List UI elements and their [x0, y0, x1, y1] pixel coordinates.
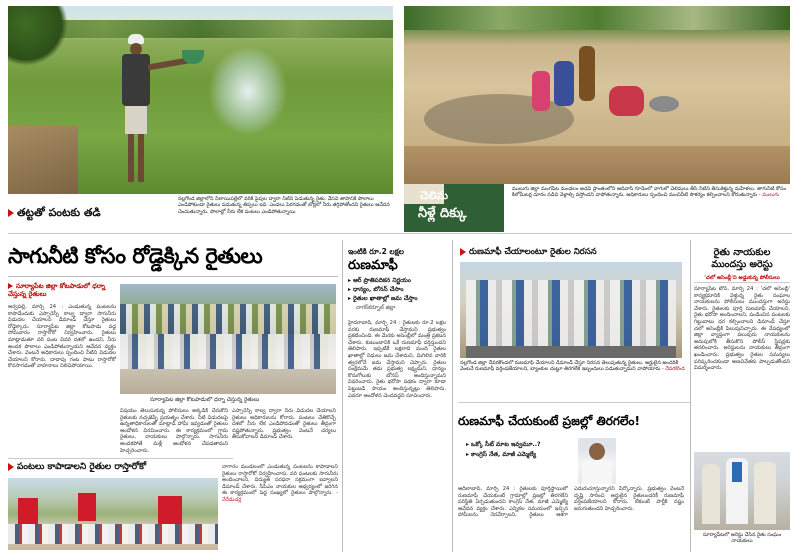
loan-protest-photo	[460, 262, 682, 358]
top-right-caption: ములుగు జిల్లా మంగపేట మండలం అడవి ప్రాంతంలోని ఆదివాసీ గూడెంలో వాగులో చెలిమలు తీసి నీటిని తీసుకెళ్తున్న మహిళలు. తాగునీటి కోసం కిలోమీటర్ల దూరం నడిచి వెళ్లాల్సి వస్తోందని వాపోతున్నారు. అధికారులు స్పందించి మంచినీటి సౌకర్యం కల్పించాలని కోరుతున్నారు - ములుగు	[512, 186, 787, 199]
second-headline: పంటలు కాపాడాలని రైతుల రాస్తారోకో	[8, 462, 146, 474]
top-left-caption: నల్లగొండ జిల్లాలోని నీలాయిపల్లెలో వరికి పైపుల ద్వారా నీటిని పెడుతున్న రైతు. వేసవి తాపానికి పొలాలు ఎండిపోకుండా రైతులు పడుతున్న తిప్పలు ఇవి. ఎండలు పెరగడంతో బోర్లలో నీరు తగ్గిపోతోందని రైతులు ఆవేదన చెందుతున్నారు. పొలాల్లో నీరు లేక పంటలు ఎండిపోతున్నాయి	[178, 196, 390, 215]
tag-line2: నీళ్లే దిక్కు	[418, 206, 467, 221]
farmer-irrigating-photo	[8, 6, 393, 194]
main-body-3: ఎస్సారెస్పీ కాల్వ ద్వారా నీరు విడుదల చేయాలని రైతులు అధికారులను కోరారు. పంటలు చేతికొచ్చే దశలో నీరు లేక ఎండిపోవడంతో రైతులు తీవ్రంగా నష్టపోతున్నారు. ప్రభుత్వం వెంటనే చర్యలు తీసుకోవాలని డిమాండ్ చేశారు.	[232, 408, 336, 441]
loan-waiver-kicker: ఇంటికి రూ.2 లక్షల	[348, 247, 404, 256]
protest-headline-2: రుణమాఫీ చేయకుంటే ప్రజల్లో తిరగలేం!	[458, 414, 640, 428]
loan-waiver-byline: నాగర్‌కర్నూల్ జిల్లా	[356, 305, 396, 311]
loan-bullet-2: ▸ ధాన్యం, బోనస్ చేసాం	[348, 286, 404, 293]
loan-waiver-headline: రుణమాఫీ	[348, 258, 398, 273]
protest-bullets	[466, 440, 576, 460]
dharna-photo-caption: సూర్యాపేట జిల్లా కోటపాడులో ధర్నా చేస్తున్న రైతులు	[150, 397, 260, 403]
arrested-photo-caption: సూర్యాపేటలో అరెస్టు చేసిన రైతు సంఘం నాయకులు	[702, 532, 782, 545]
tag-line1: చెలిమ	[420, 189, 449, 202]
loan-bullet-1: ▸ ఆర్ ప్రాతిపదికన నిర్ణయం	[348, 277, 411, 284]
loan-bullet-3: ▸ రైతుల ఖాతాల్లో జమ చేస్తాం	[348, 295, 418, 302]
main-body-1: అర్వపల్లి, మార్చి 24 : ఎండుతున్న పంటలను కాపాడేందుకు ఎస్సారెస్పీ కాల్వ ద్వారా సాగునీరు విడుదల చేయాలని డిమాండ్ చేస్తూ రైతులు రోడ్డెక్కారు. సూర్యాపేట జిల్లా కోటపాడు వద్ద సోమవారం రాస్తారోకో నిర్వహించారు. రైతులు మాట్లాడుతూ వరి పంట చివరి దశలో ఉందని, నీరు అందక పొలాలు ఎండిపోతున్నాయని ఆవేదన వ్యక్తం చేశారు. వెంటనే అధికారులు స్పందించి నీటిని విడుదల చేయాలని కోరారు. దాదాపు గంట పాటు రాస్తారోకో కొనసాగడంతో వాహనాలు నిలిచిపోయాయి.	[8, 304, 116, 370]
protest-caption: నల్లగొండ జిల్లా దేవరకొండలో రుణమాఫీ చేయాలని డిమాండ్ చేస్తూ నిరసన తెలుపుతున్న రైతులు. అర్హులైన అందరికీ వెంటనే రుణమాఫీ వర్తింపజేయాలని, బ్యాంకుల చుట్టూ తిరగలేక ఇబ్బందులు పడుతున్నామని వాపోయారు - దేవరకొండ	[460, 360, 685, 373]
women-fetching-water-photo	[404, 6, 790, 184]
main-body-2: విషయం తెలుసుకున్న పోలీసులు అక్కడికి చేరుకొని రైతులకు నచ్చజెప్పే ప్రయత్నం చేశారు. నీటి విడుదలపై ఉన్నతాధికారులతో మాట్లాడి హామీ ఇవ్వడంతో రైతులు ఆందోళన విరమించారు. ఈ కార్యక్రమంలో గ్రామ రైతులు, నాయకులు పాల్గొన్నారు. సాగునీరు అందకపోతే మళ్లీ ఆందోళన చేపడతామని హెచ్చరించారు.	[120, 408, 228, 454]
protest-title: రుణమాఫీ చేయాలంటూ రైతుల నిరసన	[460, 247, 597, 259]
right-headline-line1: రైతు నాయకుల	[713, 247, 771, 258]
loan-waiver-body: హైదరాబాద్, మార్చి 24 : రైతులకు రూ.2 లక్షల వరకు రుణమాఫీ చేస్తామని ప్రభుత్వం ప్రకటించింది. ఈ మేరకు అసెంబ్లీలో మంత్రి ప్రకటన చేశారు. కుటుంబానికి ఒకే రుణమాఫీ వర్తిస్తుందని తెలిపారు. ఇప్పటికే లక్షలాది మంది రైతుల ఖాతాల్లో నిధులు జమ చేశామని, మిగిలిన వారికి త్వరలోనే జమ చేస్తామని చెప్పారు. రైతుల సంక్షేమమే తమ ప్రభుత్వ లక్ష్యమని, ధాన్యం కొనుగోలుకు బోనస్ అందిస్తున్నామని వివరించారు. రైతు భరోసా పథకం ద్వారా కూడా పెట్టుబడి సాయం అందిస్తున్నట్లు తెలిపారు. ఎవరూ ఆందోళన చెందవద్దని సూచించారు.	[348, 320, 446, 399]
politician-portrait	[578, 438, 616, 484]
protest-bullet-2: ▸ కాంగ్రెస్ నేత, మాజీ ఎమ్మెల్యే	[466, 451, 537, 458]
right-headline	[694, 247, 790, 271]
second-body: నాగారం మండలంలో ఎండుతున్న పంటలను కాపాడాలని రైతులు రాస్తారోకో నిర్వహించారు. వరి పంటలకు సాగునీరు అందించాలని, విద్యుత్ సరఫరా సక్రమంగా ఇవ్వాలని డిమాండ్ చేశారు. సీపీఎం నాయకుల ఆధ్వర్యంలో జరిగిన ఈ కార్యక్రమంలో పెద్ద సంఖ్యలో రైతులు పాల్గొన్నారు. - నేరేడుచర్ల	[222, 464, 338, 503]
farmers-dharna-photo	[120, 284, 336, 394]
right-body: సూర్యాపేట టౌన్, మార్చి 24 : 'చలో అసెంబ్లీ' కార్యక్రమానికి వెళ్తున్న రైతు సంఘాల నాయకులను పోలీసులు ముందస్తుగా అరెస్టు చేశారు. రైతులకు పూర్తి రుణమాఫీ చేయాలని, రైతు భరోసా అందించాలని, పండించిన పంటలకు గిట్టుబాటు ధర కల్పించాలని డిమాండ్ చేస్తూ చలో అసెంబ్లీకి పిలుపునిచ్చారు. ఈ నేపథ్యంలో జిల్లా వ్యాప్తంగా పలువురు నాయకులను అదుపులోకి తీసుకొని పోలీస్ స్టేషన్లకు తరలించారు. అరెస్టులను నాయకులు తీవ్రంగా ఖండించారు. ప్రభుత్వం రైతుల సమస్యలు పరిష్కరించకుండా అణచివేతకు పాల్పడుతోందని విమర్శించారు.	[694, 286, 790, 372]
main-subhead: సూర్యాపేట జిల్లా కోటపాడులో ధర్నా చేస్తున్న రైతులు	[8, 282, 106, 298]
top-left-tag: తట్టతో పంటకు తడి	[8, 206, 101, 222]
main-headline: సాగునీటి కోసం రోడ్డెక్కిన రైతులు	[8, 244, 263, 268]
arrested-leaders-photo	[694, 452, 790, 530]
right-headline-line2: ముందస్తు అరెస్టు	[711, 259, 773, 270]
protest-bullet-1: ▸ ఒక్కో సీట్ మాట ఇవ్వమూ..?	[466, 441, 541, 448]
loan-waiver-bullets	[348, 276, 448, 303]
farmer-figure	[120, 34, 150, 184]
top-right-tag	[404, 184, 504, 232]
rasta-roko-photo	[8, 478, 218, 550]
right-subhead: 'చలో అసెంబ్లీ'ని అడ్డుకున్న పోలీసులు	[704, 275, 780, 281]
protest-body: ఆదిలాబాద్, మార్చి 24 : రైతులకు పూర్తిస్థాయిలో రుణమాఫీ చేయకుంటే గ్రామాల్లో ప్రజల్లో తిరగలేని పరిస్థితి ఏర్పడుతుందని కాంగ్రెస్ నేత, మాజీ ఎమ్మెల్యే ఆవేదన వ్యక్తం చేశారు. ఎన్నికల సమయంలో ఇచ్చిన హామీలను నెరవేర్చాలని, రైతులు ఆశగా ఎదురుచూస్తున్నారని పేర్కొన్నారు. ప్రభుత్వం వెంటనే దృష్టి సారించి అర్హులైన రైతులందరికీ రుణమాఫీ వర్తింపజేయాలని కోరారు. లేకుంటే పార్టీకి నష్టం జరుగుతుందని హెచ్చరించారు.	[458, 486, 684, 519]
